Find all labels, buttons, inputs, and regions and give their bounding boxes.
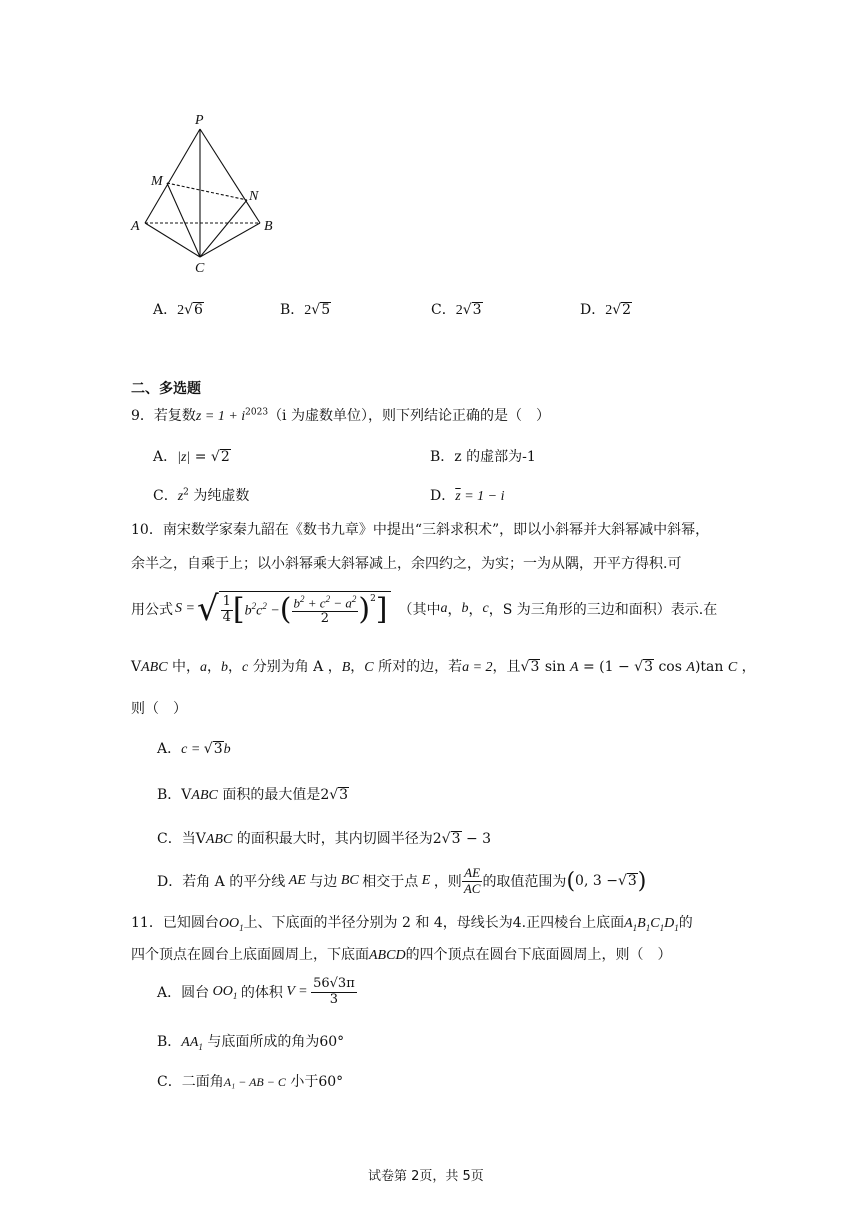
tetrahedron-figure (125, 105, 285, 280)
q11-option-c: C．二面角A₁ − AB − C 小于60° (157, 1074, 344, 1090)
label-A: A (131, 219, 140, 234)
q10-option-b: B．VABC 面积的最大值是2√3 (157, 787, 349, 803)
q10-line5: 则（ ） (131, 701, 187, 717)
q11-option-a: A．圆台 $OO_1$ 的体积 V = $\frac{56√3\pi}{3}$ (157, 975, 355, 1007)
label-M: M (151, 174, 163, 189)
q9-option-c: C．$z^2$ 为纯虚数 (153, 487, 250, 504)
q8-option-a: A．2√6 (153, 302, 203, 318)
page-footer: 试卷第 2页，共 5页 (368, 1169, 484, 1184)
q8-option-b: B．2√5 (280, 302, 331, 318)
label-N: N (249, 189, 259, 204)
q9-option-b: B．z 的虚部为-1 (430, 449, 536, 465)
q9-option-d: D．$\overline{z} = 1 - i$ (430, 488, 505, 504)
q10-formula-line: 用公式 S = √ $\frac{1}{4}$ [ $b^2c^2$ − ( $\frac{b^2 + c^2 - a^2}{2}$ ) $^2$ ] （其中 a ， b ， c ，S 为三角形的三边和面积）表示.在 (131, 589, 718, 629)
q9-option-a: A．|z| = √2 (153, 449, 230, 465)
q9-stem: 9．若复数$z = 1 + i^{2023}(i$ 为虚数单位），则下列结论正确的是（ ） (131, 407, 550, 424)
q10-option-d: D．若角 A 的平分线 AE 与边 BC 相交于点 E ，则 $\frac{AE}{AC}$ 的取值范围为 ( 0, 3 − √ 3 ) (157, 864, 647, 896)
label-P: P (195, 113, 204, 128)
label-C: C (195, 261, 205, 276)
label-B: B (264, 219, 273, 234)
q10-line4: VABC 中，a，b，c 分别为角 A ，B，C 所对的边，若a = 2，且√3 sin A = (1 − √3 cos A)tan C ， (131, 659, 756, 675)
section-title: 二、多选题 (131, 381, 201, 397)
q8-option-c: C．2√3 (431, 302, 482, 318)
q10-line2: 余半之，自乘于上；以小斜幂乘大斜幂减上，余四约之，为实；一为从隅，开平方得积.可 (131, 556, 682, 572)
q11-line1: 11．已知圆台$OO_1$上、下底面的半径分别为 2 和 4，母线长为4.正四棱台上底面$A_1B_1C_1D_1$的 (131, 915, 693, 933)
q11-line2: 四个顶点在圆台上底面圆周上，下底面ABCD的四个顶点在圆台下底面圆周上，则（ ） (131, 947, 672, 963)
q10-option-a: A．c = √3b (157, 741, 231, 757)
q8-option-d: D．2√2 (580, 302, 632, 318)
q11-option-b: B．$AA_1$ 与底面所成的角为60° (157, 1034, 345, 1052)
q10-line1: 10．南宋数学家秦九韶在《数书九章》中提出“三斜求积术”，即以小斜幂并大斜幂减中斜幂， (131, 522, 710, 538)
q10-option-c: C．当VABC 的面积最大时，其内切圆半径为2√3 − 3 (157, 831, 492, 847)
